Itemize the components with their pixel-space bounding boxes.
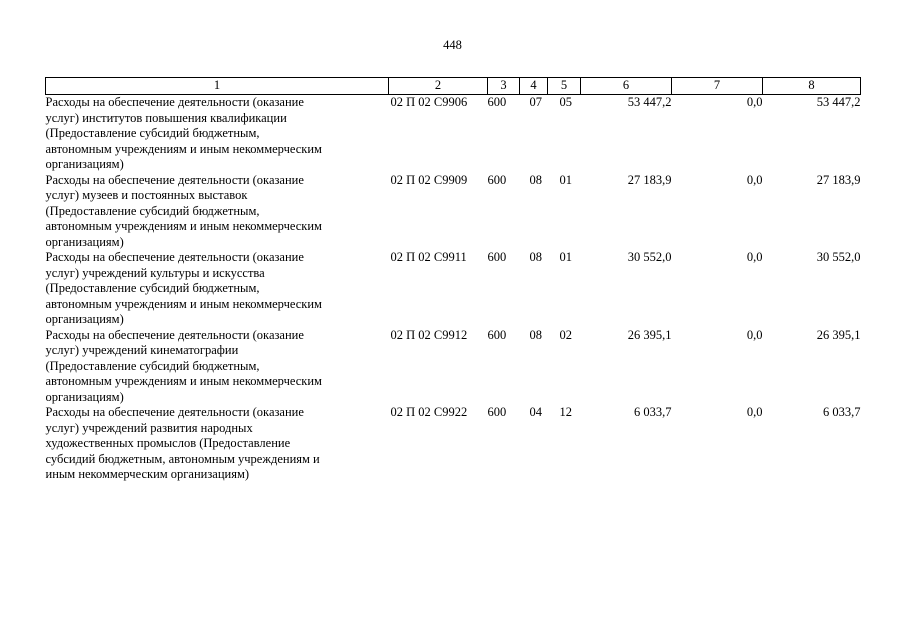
section-code: 08	[529, 172, 542, 187]
amount-col-7: 0,0	[746, 405, 763, 419]
amount-col-6: 30 552,0	[627, 250, 672, 264]
description-line: художественных промыслов (Предоставление	[45, 436, 291, 450]
column-header-6: 6	[581, 78, 672, 95]
target-article-code: 02 П 02 С9906	[390, 95, 468, 109]
column-header-5: 5	[548, 78, 581, 95]
description-line: услуг) учреждений кинематографии	[45, 343, 239, 357]
expense-type-code: 600	[487, 250, 507, 264]
amount-col-7: 0,0	[746, 172, 763, 187]
description-line: Расходы на обеспечение деятельности (оказание	[45, 172, 304, 187]
description-line: автономным учреждениям и иным некоммерческим	[45, 141, 322, 156]
table-row	[46, 173, 861, 251]
description-line: иным некоммерческим организациям)	[45, 467, 250, 481]
amount-col-7: 0,0	[746, 250, 763, 264]
subsection-code: 01	[559, 172, 572, 187]
expense-description	[46, 95, 389, 173]
description-line: (Предоставление субсидий бюджетным,	[45, 126, 260, 140]
column-header-8: 8	[763, 78, 861, 95]
description-line: услуг) учреждений культуры и искусства	[45, 265, 265, 280]
subsection-code: 12	[559, 405, 572, 419]
description-line: услуг) институтов повышения квалификации	[45, 110, 287, 125]
table-body	[46, 95, 861, 483]
expense-description	[46, 405, 389, 483]
amount-col-8: 30 552,0	[816, 250, 861, 264]
amount-col-6: 53 447,2	[627, 95, 672, 109]
section-code: 08	[529, 327, 542, 342]
description-line: автономным учреждениям и иным некоммерческим	[45, 219, 322, 233]
description-line: Расходы на обеспечение деятельности (оказание	[45, 250, 304, 264]
amount-col-8: 53 447,2	[816, 95, 861, 109]
subsection-code: 02	[559, 327, 572, 342]
target-article-code: 02 П 02 С9909	[390, 172, 468, 187]
section-code: 04	[529, 405, 542, 419]
amount-col-8: 27 183,9	[816, 172, 861, 187]
expense-description	[46, 250, 389, 328]
amount-col-6: 26 395,1	[627, 327, 672, 342]
description-line: Расходы на обеспечение деятельности (оказание	[45, 405, 304, 419]
table-row	[46, 250, 861, 328]
description-line: Расходы на обеспечение деятельности (оказание	[45, 95, 304, 109]
column-header-4: 4	[520, 78, 548, 95]
amount-col-8: 26 395,1	[816, 327, 861, 342]
expense-type-code: 600	[487, 95, 507, 109]
description-line: организациям)	[45, 389, 124, 404]
target-article-code: 02 П 02 С9911	[390, 250, 467, 264]
description-line: организациям)	[45, 312, 124, 326]
column-header-1: 1	[46, 78, 389, 95]
expense-type-code: 600	[487, 405, 507, 419]
budget-table	[45, 77, 861, 483]
page-number: 448	[443, 38, 462, 52]
table-row	[46, 328, 861, 406]
description-line: субсидий бюджетным, автономным учреждениям и	[45, 451, 320, 466]
amount-col-7: 0,0	[746, 95, 763, 109]
description-line: Расходы на обеспечение деятельности (оказание	[45, 327, 304, 342]
description-line: организациям)	[45, 157, 124, 171]
target-article-code: 02 П 02 С9922	[390, 405, 468, 419]
expense-description	[46, 173, 389, 251]
column-header-2: 2	[389, 78, 488, 95]
description-line: автономным учреждениям и иным некоммерческим	[45, 296, 322, 311]
description-line: (Предоставление субсидий бюджетным,	[45, 203, 260, 218]
table-row	[46, 95, 861, 173]
column-header-7: 7	[672, 78, 763, 95]
table-row	[46, 405, 861, 483]
description-line: услуг) учреждений развития народных	[45, 420, 253, 435]
subsection-code: 01	[559, 250, 572, 264]
amount-col-8: 6 033,7	[823, 405, 861, 419]
target-article-code: 02 П 02 С9912	[390, 327, 468, 342]
column-header-3: 3	[488, 78, 520, 95]
expense-type-code: 600	[487, 327, 507, 342]
amount-col-6: 6 033,7	[634, 405, 672, 419]
description-line: организациям)	[45, 234, 124, 249]
description-line: автономным учреждениям и иным некоммерческим	[45, 374, 322, 388]
expense-type-code: 600	[487, 172, 507, 187]
table-header-row	[46, 78, 861, 95]
description-line: (Предоставление субсидий бюджетным,	[45, 358, 260, 373]
description-line: услуг) музеев и постоянных выставок	[45, 188, 248, 202]
expense-description	[46, 328, 389, 406]
subsection-code: 05	[559, 95, 572, 109]
amount-col-7: 0,0	[746, 327, 763, 342]
amount-col-6: 27 183,9	[627, 172, 672, 187]
section-code: 08	[529, 250, 542, 264]
section-code: 07	[529, 95, 542, 109]
description-line: (Предоставление субсидий бюджетным,	[45, 281, 260, 295]
